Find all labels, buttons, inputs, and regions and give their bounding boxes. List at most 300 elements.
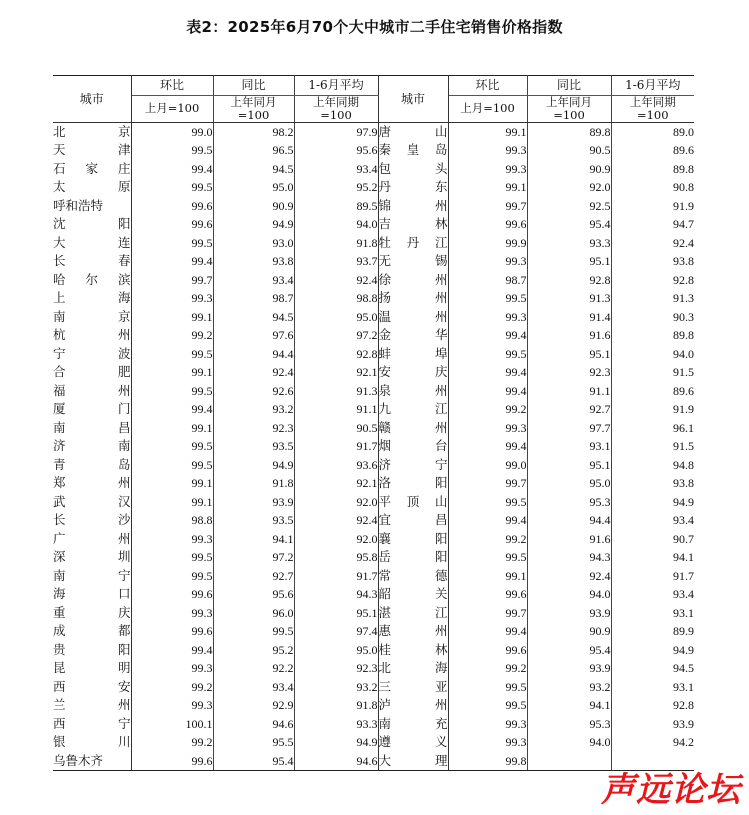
mom-value-right: 99.2 bbox=[448, 659, 527, 678]
mom-value-right: 99.4 bbox=[448, 363, 527, 382]
yoy-value-left: 93.4 bbox=[213, 678, 294, 697]
city-name-right bbox=[378, 437, 448, 456]
table-row bbox=[53, 641, 694, 660]
mom-value-left: 99.7 bbox=[131, 271, 213, 290]
city-name-text: 丹 东 bbox=[378, 179, 448, 194]
mom-value-right: 99.5 bbox=[448, 289, 527, 308]
city-name-text: 青 岛 bbox=[53, 456, 131, 472]
table-row bbox=[53, 141, 694, 160]
table-row bbox=[53, 271, 694, 290]
yoy-value-left: 94.9 bbox=[213, 215, 294, 234]
header-avg-right: 1-6月平均 bbox=[611, 76, 694, 96]
avg-value-right: 93.8 bbox=[611, 252, 694, 271]
city-name-text: 合 肥 bbox=[53, 364, 131, 379]
city-name-text: 石 家 庄 bbox=[53, 160, 131, 176]
table-row bbox=[53, 678, 694, 697]
city-name-text: 泉 州 bbox=[378, 382, 448, 398]
table-row bbox=[53, 419, 694, 438]
city-name-left bbox=[53, 308, 131, 327]
avg-value-left: 91.7 bbox=[294, 567, 378, 586]
yoy-value-right: 95.1 bbox=[527, 345, 611, 364]
mom-value-right: 99.5 bbox=[448, 345, 527, 364]
avg-value-left: 92.0 bbox=[294, 493, 378, 512]
city-name-text: 惠 州 bbox=[378, 623, 448, 638]
yoy-value-right: 89.8 bbox=[527, 122, 611, 141]
mom-value-right: 99.3 bbox=[448, 308, 527, 327]
table-row bbox=[53, 585, 694, 604]
yoy-value-left: 96.5 bbox=[213, 141, 294, 160]
mom-value-right: 99.6 bbox=[448, 215, 527, 234]
city-name-left bbox=[53, 622, 131, 641]
city-name-text: 长 春 bbox=[53, 253, 131, 268]
city-name-text: 西 宁 bbox=[53, 715, 131, 731]
city-name-text: 重 庆 bbox=[53, 604, 131, 620]
table-row bbox=[53, 622, 694, 641]
city-name-text: 遵 义 bbox=[378, 734, 448, 749]
table-row bbox=[53, 567, 694, 586]
table-row bbox=[53, 289, 694, 308]
yoy-value-right: 93.1 bbox=[527, 437, 611, 456]
city-name-text: 九 江 bbox=[378, 401, 448, 416]
table-row bbox=[53, 178, 694, 197]
yoy-value-left: 90.9 bbox=[213, 197, 294, 216]
city-name-text: 扬 州 bbox=[378, 290, 448, 305]
mom-value-left: 99.6 bbox=[131, 197, 213, 216]
city-name-left bbox=[53, 197, 131, 216]
yoy-value-right: 93.3 bbox=[527, 234, 611, 253]
city-name-left bbox=[53, 456, 131, 475]
city-name-text: 济 南 bbox=[53, 438, 131, 453]
yoy-value-left: 93.5 bbox=[213, 437, 294, 456]
city-name-left bbox=[53, 252, 131, 271]
city-name-text: 蚌 埠 bbox=[378, 345, 448, 361]
yoy-value-right: 90.9 bbox=[527, 622, 611, 641]
mom-value-right: 99.5 bbox=[448, 696, 527, 715]
table-row bbox=[53, 160, 694, 179]
city-name-right bbox=[378, 696, 448, 715]
mom-value-right: 99.5 bbox=[448, 548, 527, 567]
mom-value-left: 99.4 bbox=[131, 400, 213, 419]
avg-value-left: 98.8 bbox=[294, 289, 378, 308]
table-row bbox=[53, 345, 694, 364]
city-name-right bbox=[378, 622, 448, 641]
table-row bbox=[53, 308, 694, 327]
yoy-value-left: 93.8 bbox=[213, 252, 294, 271]
city-name-text: 赣 州 bbox=[378, 419, 448, 435]
yoy-value-left: 91.8 bbox=[213, 474, 294, 493]
avg-value-left: 92.8 bbox=[294, 345, 378, 364]
avg-value-left: 91.8 bbox=[294, 234, 378, 253]
mom-value-left: 99.5 bbox=[131, 178, 213, 197]
mom-value-left: 99.6 bbox=[131, 752, 213, 771]
city-name-text: 徐 州 bbox=[378, 271, 448, 287]
city-name-text: 大 连 bbox=[53, 234, 131, 250]
table-row bbox=[53, 456, 694, 475]
yoy-value-left: 97.6 bbox=[213, 326, 294, 345]
avg-value-right: 94.0 bbox=[611, 345, 694, 364]
yoy-value-right: 95.3 bbox=[527, 493, 611, 512]
city-name-text: 西 安 bbox=[53, 678, 131, 694]
city-name-text: 南 京 bbox=[53, 308, 131, 324]
city-name-right bbox=[378, 345, 448, 364]
table-row bbox=[53, 437, 694, 456]
city-name-left bbox=[53, 178, 131, 197]
table-row bbox=[53, 474, 694, 493]
mom-value-left: 99.5 bbox=[131, 141, 213, 160]
city-name-text: 南 昌 bbox=[53, 419, 131, 435]
avg-value-left: 95.2 bbox=[294, 178, 378, 197]
yoy-value-right: 92.7 bbox=[527, 400, 611, 419]
city-name-left bbox=[53, 382, 131, 401]
city-name-left bbox=[53, 659, 131, 678]
mom-value-left: 99.3 bbox=[131, 289, 213, 308]
avg-value-right: 91.5 bbox=[611, 437, 694, 456]
header-mom-base-left: 上月=100 bbox=[131, 95, 213, 122]
table-row bbox=[53, 122, 694, 141]
city-name-text: 北 海 bbox=[378, 660, 448, 675]
mom-value-left: 99.4 bbox=[131, 160, 213, 179]
header-yoy-base-left: 上年同月 =100 bbox=[213, 95, 294, 122]
yoy-value-right: 91.1 bbox=[527, 382, 611, 401]
table-row bbox=[53, 234, 694, 253]
city-name-right bbox=[378, 752, 448, 771]
table-row bbox=[53, 493, 694, 512]
avg-value-left: 93.2 bbox=[294, 678, 378, 697]
mom-value-right: 99.1 bbox=[448, 178, 527, 197]
mom-value-right: 99.3 bbox=[448, 715, 527, 734]
table-row bbox=[53, 715, 694, 734]
avg-value-right: 94.1 bbox=[611, 548, 694, 567]
header-yoy-right: 同比 bbox=[527, 76, 611, 96]
mom-value-right: 99.7 bbox=[448, 474, 527, 493]
city-name-text: 安 庆 bbox=[378, 364, 448, 379]
table-row bbox=[53, 511, 694, 530]
table-row bbox=[53, 530, 694, 549]
avg-value-left: 90.5 bbox=[294, 419, 378, 438]
yoy-value-right: 91.4 bbox=[527, 308, 611, 327]
yoy-value-left: 94.9 bbox=[213, 456, 294, 475]
table-row bbox=[53, 382, 694, 401]
yoy-value-left: 93.5 bbox=[213, 511, 294, 530]
mom-value-left: 99.5 bbox=[131, 548, 213, 567]
city-name-text: 沈 阳 bbox=[53, 216, 131, 231]
city-name-right bbox=[378, 585, 448, 604]
avg-value-right: 93.9 bbox=[611, 715, 694, 734]
avg-value-right: 91.3 bbox=[611, 289, 694, 308]
yoy-value-left: 93.4 bbox=[213, 271, 294, 290]
avg-value-left: 94.0 bbox=[294, 215, 378, 234]
table-row bbox=[53, 363, 694, 382]
yoy-value-right: 92.3 bbox=[527, 363, 611, 382]
city-name-left bbox=[53, 696, 131, 715]
city-name-right bbox=[378, 548, 448, 567]
mom-value-left: 99.4 bbox=[131, 641, 213, 660]
mom-value-left: 99.5 bbox=[131, 567, 213, 586]
avg-value-right: 89.6 bbox=[611, 141, 694, 160]
city-name-left bbox=[53, 511, 131, 530]
city-name-text: 宜 昌 bbox=[378, 512, 448, 527]
city-name-right bbox=[378, 160, 448, 179]
table-row bbox=[53, 197, 694, 216]
forum-watermark: 声远论坛 bbox=[601, 770, 741, 810]
city-name-text: 牡 丹 江 bbox=[378, 234, 448, 250]
city-name-text: 哈 尔 滨 bbox=[53, 271, 131, 287]
yoy-value-right: 95.4 bbox=[527, 215, 611, 234]
header-avg-base-right: 上年同期 =100 bbox=[611, 95, 694, 122]
yoy-value-left: 93.0 bbox=[213, 234, 294, 253]
yoy-value-right: 95.1 bbox=[527, 456, 611, 475]
yoy-value-right: 95.4 bbox=[527, 641, 611, 660]
city-name-text: 银 川 bbox=[53, 734, 131, 749]
city-name-left bbox=[53, 215, 131, 234]
header-mom-base-right: 上月=100 bbox=[448, 95, 527, 122]
mom-value-left: 99.2 bbox=[131, 733, 213, 752]
city-name-left bbox=[53, 400, 131, 419]
mom-value-right: 99.8 bbox=[448, 752, 527, 771]
city-name-left bbox=[53, 752, 131, 771]
price-index-table bbox=[53, 75, 694, 771]
city-name-text: 广 州 bbox=[53, 530, 131, 546]
city-name-left bbox=[53, 530, 131, 549]
city-name-left bbox=[53, 604, 131, 623]
city-name-text: 天 津 bbox=[53, 142, 131, 157]
city-name-left bbox=[53, 363, 131, 382]
mom-value-right: 99.3 bbox=[448, 160, 527, 179]
avg-value-left: 97.4 bbox=[294, 622, 378, 641]
avg-value-right: 93.4 bbox=[611, 511, 694, 530]
city-name-right bbox=[378, 363, 448, 382]
header-yoy-left: 同比 bbox=[213, 76, 294, 96]
mom-value-right: 99.3 bbox=[448, 252, 527, 271]
city-name-left bbox=[53, 474, 131, 493]
mom-value-left: 99.0 bbox=[131, 122, 213, 141]
header-mom-right: 环比 bbox=[448, 76, 527, 96]
city-name-right bbox=[378, 234, 448, 253]
avg-value-left: 97.9 bbox=[294, 122, 378, 141]
avg-value-left: 91.1 bbox=[294, 400, 378, 419]
yoy-value-right: 94.3 bbox=[527, 548, 611, 567]
city-name-right bbox=[378, 141, 448, 160]
table-row bbox=[53, 215, 694, 234]
avg-value-left: 92.0 bbox=[294, 530, 378, 549]
city-name-text: 成 都 bbox=[53, 623, 131, 638]
mom-value-right: 99.4 bbox=[448, 437, 527, 456]
yoy-value-left: 94.1 bbox=[213, 530, 294, 549]
city-name-text: 锦 州 bbox=[378, 197, 448, 213]
table-row bbox=[53, 400, 694, 419]
city-name-text: 常 德 bbox=[378, 567, 448, 583]
city-name-text: 呼 和 浩 特 bbox=[53, 197, 104, 213]
yoy-value-right bbox=[527, 752, 611, 771]
page-title: 表2：2025年6月70个大中城市二手住宅销售价格指数 bbox=[186, 18, 563, 36]
avg-value-left: 91.3 bbox=[294, 382, 378, 401]
avg-value-left: 92.4 bbox=[294, 271, 378, 290]
city-name-left bbox=[53, 122, 131, 141]
avg-value-right: 91.9 bbox=[611, 400, 694, 419]
city-name-text: 大 理 bbox=[378, 752, 448, 768]
yoy-value-right: 94.1 bbox=[527, 696, 611, 715]
yoy-value-right: 91.3 bbox=[527, 289, 611, 308]
city-name-text: 太 原 bbox=[53, 179, 131, 194]
yoy-value-right: 91.6 bbox=[527, 530, 611, 549]
avg-value-left: 92.4 bbox=[294, 511, 378, 530]
yoy-value-right: 92.4 bbox=[527, 567, 611, 586]
avg-value-right: 93.8 bbox=[611, 474, 694, 493]
city-name-left bbox=[53, 271, 131, 290]
mom-value-left: 99.3 bbox=[131, 604, 213, 623]
city-name-text: 桂 林 bbox=[378, 641, 448, 657]
avg-value-right: 94.8 bbox=[611, 456, 694, 475]
avg-value-left: 92.1 bbox=[294, 363, 378, 382]
mom-value-right: 99.2 bbox=[448, 400, 527, 419]
city-name-left bbox=[53, 678, 131, 697]
avg-value-right: 94.9 bbox=[611, 493, 694, 512]
avg-value-left: 93.3 bbox=[294, 715, 378, 734]
avg-value-right: 91.9 bbox=[611, 197, 694, 216]
mom-value-right: 99.6 bbox=[448, 641, 527, 660]
mom-value-left: 99.3 bbox=[131, 530, 213, 549]
mom-value-right: 99.4 bbox=[448, 511, 527, 530]
header-city-left: 城市 bbox=[53, 76, 131, 123]
city-name-text: 北 京 bbox=[53, 123, 131, 139]
city-name-text: 郑 州 bbox=[53, 475, 131, 490]
avg-value-left: 95.6 bbox=[294, 141, 378, 160]
avg-value-right: 91.5 bbox=[611, 363, 694, 382]
city-name-right bbox=[378, 511, 448, 530]
city-name-left bbox=[53, 141, 131, 160]
mom-value-right: 99.5 bbox=[448, 493, 527, 512]
city-name-text: 南 宁 bbox=[53, 567, 131, 583]
city-name-right bbox=[378, 215, 448, 234]
mom-value-left: 99.2 bbox=[131, 326, 213, 345]
city-name-left bbox=[53, 345, 131, 364]
mom-value-left: 99.6 bbox=[131, 585, 213, 604]
city-name-right bbox=[378, 308, 448, 327]
city-name-text: 宁 波 bbox=[53, 345, 131, 361]
table-row bbox=[53, 659, 694, 678]
city-name-text: 上 海 bbox=[53, 290, 131, 305]
city-name-text: 武 汉 bbox=[53, 493, 131, 509]
avg-value-right: 96.1 bbox=[611, 419, 694, 438]
city-name-right bbox=[378, 382, 448, 401]
yoy-value-left: 95.6 bbox=[213, 585, 294, 604]
city-name-left bbox=[53, 160, 131, 179]
yoy-value-left: 93.9 bbox=[213, 493, 294, 512]
mom-value-right: 99.1 bbox=[448, 122, 527, 141]
avg-value-right: 92.8 bbox=[611, 271, 694, 290]
mom-value-right: 99.5 bbox=[448, 678, 527, 697]
mom-value-left: 99.1 bbox=[131, 474, 213, 493]
city-name-right bbox=[378, 659, 448, 678]
city-name-left bbox=[53, 326, 131, 345]
mom-value-left: 99.1 bbox=[131, 363, 213, 382]
city-name-right bbox=[378, 604, 448, 623]
table-row bbox=[53, 548, 694, 567]
yoy-value-left: 92.2 bbox=[213, 659, 294, 678]
city-name-text: 海 口 bbox=[53, 586, 131, 601]
city-name-left bbox=[53, 437, 131, 456]
yoy-value-left: 92.4 bbox=[213, 363, 294, 382]
table-row bbox=[53, 326, 694, 345]
avg-value-right: 89.0 bbox=[611, 122, 694, 141]
city-name-left bbox=[53, 715, 131, 734]
header-avg-base-left: 上年同期 =100 bbox=[294, 95, 378, 122]
yoy-value-left: 95.0 bbox=[213, 178, 294, 197]
mom-value-right: 99.4 bbox=[448, 622, 527, 641]
avg-value-right: 93.1 bbox=[611, 678, 694, 697]
mom-value-left: 99.5 bbox=[131, 345, 213, 364]
mom-value-right: 99.2 bbox=[448, 530, 527, 549]
city-name-left bbox=[53, 733, 131, 752]
yoy-value-right: 94.4 bbox=[527, 511, 611, 530]
yoy-value-right: 91.6 bbox=[527, 326, 611, 345]
city-name-text: 昆 明 bbox=[53, 660, 131, 675]
yoy-value-right: 92.5 bbox=[527, 197, 611, 216]
yoy-value-right: 95.3 bbox=[527, 715, 611, 734]
yoy-value-left: 98.7 bbox=[213, 289, 294, 308]
mom-value-right: 99.4 bbox=[448, 382, 527, 401]
avg-value-left: 97.2 bbox=[294, 326, 378, 345]
mom-value-left: 99.2 bbox=[131, 678, 213, 697]
mom-value-left: 99.6 bbox=[131, 622, 213, 641]
city-name-text: 包 头 bbox=[378, 160, 448, 176]
yoy-value-left: 94.5 bbox=[213, 308, 294, 327]
yoy-value-left: 94.6 bbox=[213, 715, 294, 734]
yoy-value-left: 96.0 bbox=[213, 604, 294, 623]
yoy-value-right: 94.0 bbox=[527, 733, 611, 752]
yoy-value-right: 93.2 bbox=[527, 678, 611, 697]
avg-value-left: 91.7 bbox=[294, 437, 378, 456]
mom-value-right: 99.7 bbox=[448, 604, 527, 623]
city-name-right bbox=[378, 456, 448, 475]
mom-value-left: 99.5 bbox=[131, 456, 213, 475]
avg-value-right: 94.2 bbox=[611, 733, 694, 752]
mom-value-left: 99.5 bbox=[131, 382, 213, 401]
yoy-value-left: 95.5 bbox=[213, 733, 294, 752]
city-name-text: 乌 鲁 木 齐 bbox=[53, 752, 104, 768]
yoy-value-left: 93.2 bbox=[213, 400, 294, 419]
avg-value-left: 93.4 bbox=[294, 160, 378, 179]
city-name-text: 吉 林 bbox=[378, 216, 448, 231]
city-name-text: 深 圳 bbox=[53, 549, 131, 564]
city-name-text: 烟 台 bbox=[378, 438, 448, 453]
city-name-text: 兰 州 bbox=[53, 697, 131, 712]
header-avg-left: 1-6月平均 bbox=[294, 76, 378, 96]
city-name-text: 秦 皇 岛 bbox=[378, 142, 448, 157]
city-name-text: 平 顶 山 bbox=[378, 493, 448, 509]
yoy-value-left: 95.2 bbox=[213, 641, 294, 660]
mom-value-right: 99.4 bbox=[448, 326, 527, 345]
yoy-value-right: 97.7 bbox=[527, 419, 611, 438]
table-row bbox=[53, 733, 694, 752]
city-name-right bbox=[378, 252, 448, 271]
mom-value-left: 98.8 bbox=[131, 511, 213, 530]
avg-value-right: 91.7 bbox=[611, 567, 694, 586]
header-yoy-base-right: 上年同月 =100 bbox=[527, 95, 611, 122]
city-name-text: 杭 州 bbox=[53, 327, 131, 342]
yoy-value-right: 94.0 bbox=[527, 585, 611, 604]
city-name-left bbox=[53, 641, 131, 660]
city-name-right bbox=[378, 641, 448, 660]
city-name-text: 无 锡 bbox=[378, 253, 448, 268]
city-name-text: 湛 江 bbox=[378, 604, 448, 620]
avg-value-left: 95.0 bbox=[294, 308, 378, 327]
avg-value-right: 89.6 bbox=[611, 382, 694, 401]
city-name-right bbox=[378, 289, 448, 308]
mom-value-right: 98.7 bbox=[448, 271, 527, 290]
yoy-value-left: 94.4 bbox=[213, 345, 294, 364]
table-body bbox=[53, 122, 694, 771]
